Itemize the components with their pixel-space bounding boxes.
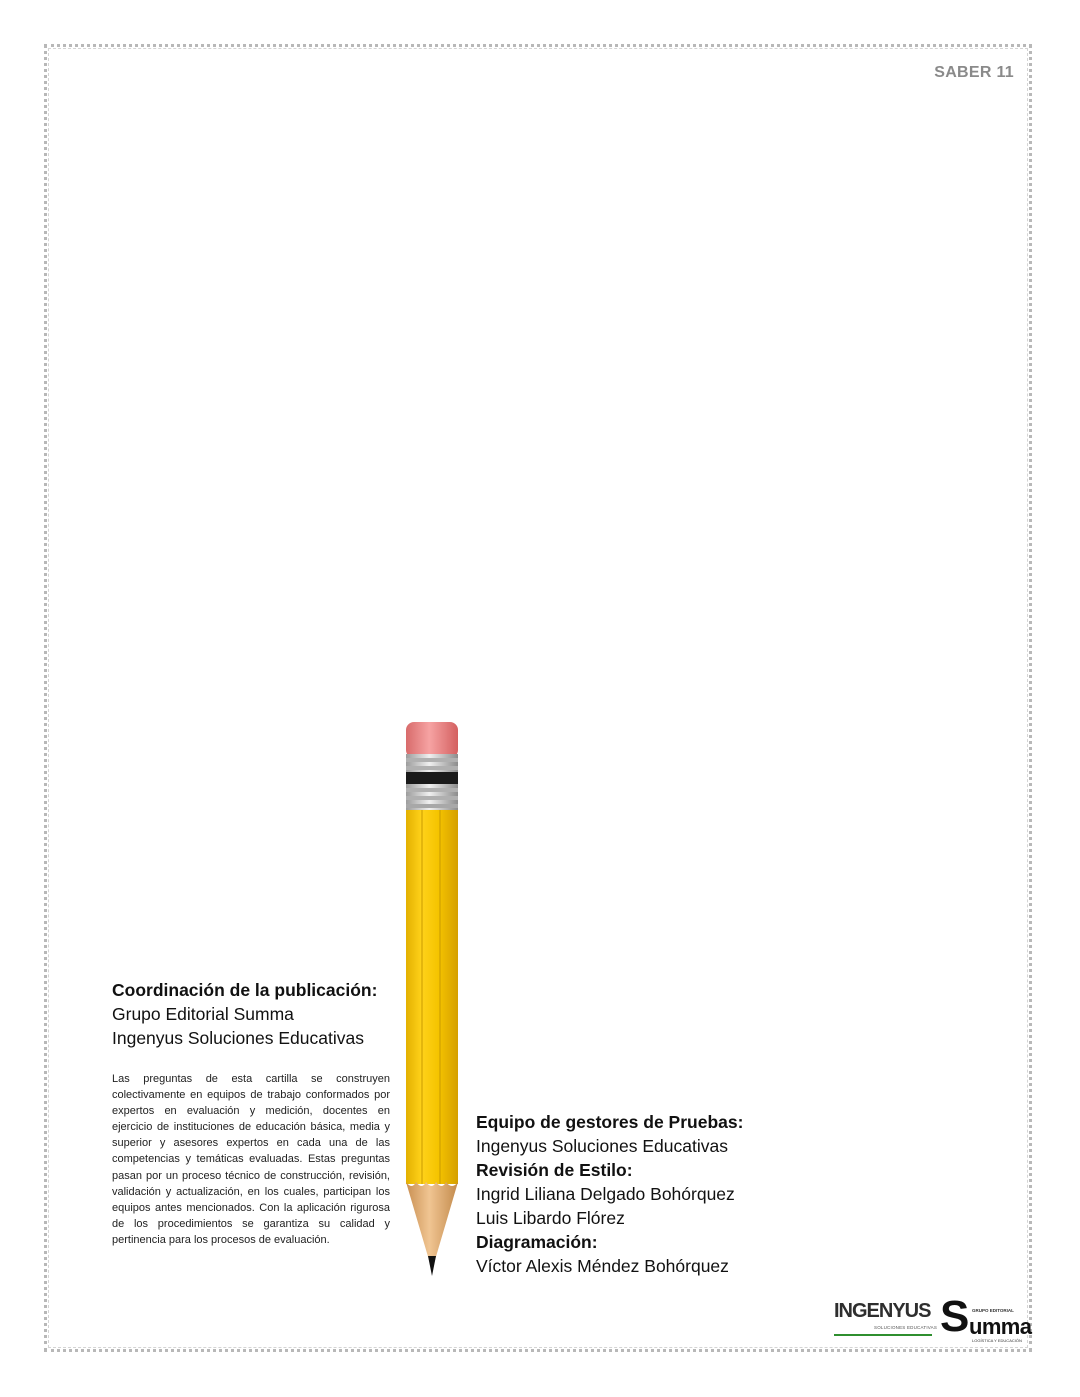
summa-logo-top: GRUPO EDITORIAL	[972, 1308, 1014, 1313]
summa-logo-name: umma	[969, 1314, 1032, 1339]
summa-logo-initial: S	[940, 1292, 970, 1341]
managers-heading: Equipo de gestores de Pruebas:	[476, 1112, 744, 1132]
pencil-ferrule-band	[406, 772, 458, 784]
ingenyus-logo-tagline: SOLUCIONES EDUCATIVAS	[874, 1325, 938, 1330]
layout-heading: Diagramación:	[476, 1232, 598, 1252]
coordination-heading: Coordinación de la publicación:	[112, 980, 378, 1000]
style-heading: Revisión de Estilo:	[476, 1160, 633, 1180]
style-line-1: Ingrid Liliana Delgado Bohórquez	[476, 1184, 735, 1204]
pencil-eraser	[406, 722, 458, 758]
summa-logo	[940, 1292, 1032, 1343]
summa-logo-bottom: LOGÍSTICA Y EDUCACIÓN	[972, 1338, 1022, 1343]
header-label: SABER 11	[934, 64, 1014, 81]
pencil-body	[406, 810, 458, 1184]
ingenyus-logo	[832, 1298, 938, 1342]
layout-line-1: Víctor Alexis Méndez Bohórquez	[476, 1256, 729, 1276]
style-line-2: Luis Libardo Flórez	[476, 1208, 625, 1228]
coordination-block	[112, 978, 402, 1050]
pencil-lead	[428, 1256, 436, 1276]
pencil-wood	[406, 1182, 458, 1260]
team-block	[476, 1110, 796, 1278]
ingenyus-logo-name: INGENYUS	[834, 1300, 931, 1322]
methodology-paragraph: Las preguntas de esta cartilla se construyen colectivamente en equipos de trabajo conformados por expertos en evaluación y medición, docentes en ejercicio de instituciones de educación básica, media y superior y asesores expertos en cada una de las competencias y temáticas evaluadas. Estas preguntas pasan por un proceso técnico de construcción, revisión, validación y actualización, en los cuales, participan los equipos antes mencionados. Con la aplicación rigurosa de los procedimientos se garantiza su calidad y pertinencia para los procesos de evaluación.	[112, 1073, 390, 1246]
ingenyus-logo-bar	[834, 1334, 932, 1336]
publisher-logos	[832, 1292, 1032, 1344]
coordination-line-2: Ingenyus Soluciones Educativas	[112, 1028, 364, 1048]
managers-line-1: Ingenyus Soluciones Educativas	[476, 1136, 728, 1156]
pencil-icon	[402, 720, 462, 1280]
coordination-line-1: Grupo Editorial Summa	[112, 1004, 294, 1024]
